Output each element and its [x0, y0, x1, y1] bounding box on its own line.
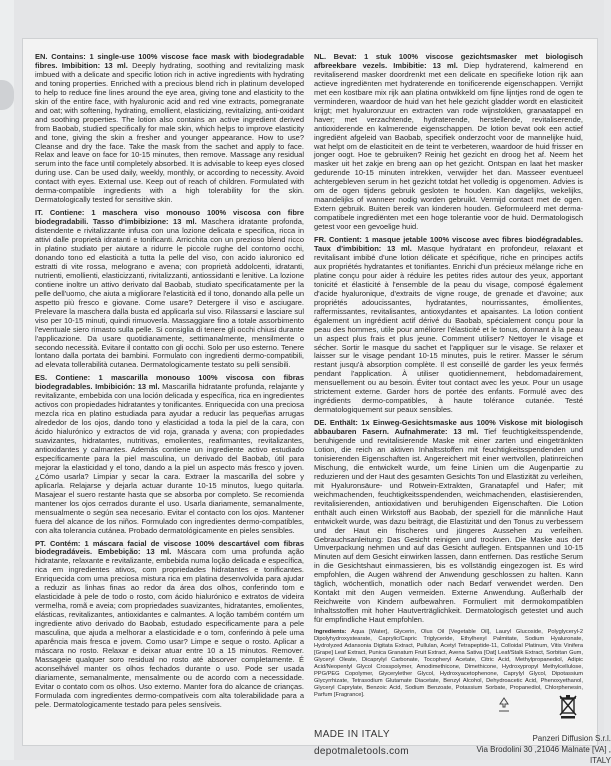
section-heading: ES. Contiene: 1 mascarilla monouso 100% viscosa con fibras biodegradables. Imbibición: 13 ml. [35, 373, 304, 392]
section-heading: DE. Enthält: 1x Einweg-Gesichtsmaske aus 100% Viskose mit biologisch abbaubaren Fasern. Aufnahmerate: 13 ml. [314, 418, 583, 437]
ingredients-list [314, 629, 583, 699]
section-heading: PT. Contém: 1 máscara facial de viscose 100% descartável com fibras biodegradáveis. Embebição: 13 ml. [35, 538, 304, 557]
company-info [471, 733, 611, 766]
section-body: Masque hydratant en profondeur, relaxant et revitalisant imbibé d'une lotion délicate et spécifique, riche en principes actifs aux propriétés hydratantes et tonifiantes. Enrichi d'un précieux mélange riche en platine conçu pour aider à réduire les petites rides autour des yeux, apportant tonicité et élasticité à l'ensemble de la peau du visage, composé également d'acide hyaluronique, d'extraits de vigne rouge, de grenade et d'avoine; aux propriétés adoucissantes, hydratantes, nourrissantes, émollientes, raffermissantes, revitalisantes, antioxydantes et apaisantes. La lotion contient également un ingrédient actif dérivé du Baobab, spécialement conçu pour la peau des hommes, utile pour améliorer l'élasticité et le tonus, donnant à la peau un aspect plus frais et plus jeune. Comment utiliser? Nettoyer le visage et sécher. Sortir le masque du sachet et l'appliquer sur le visage. Se relaxer et laisser sur le visage pendant 10-15 minutes, puis le retirer. Masser le sérum restant jusqu'à absorption complète. Il est conseillé de garder les yeux fermés pendant l'application. À utiliser quotidiennement, hebdomadairement, mensuellement ou au besoin. Éviter tout contact avec les yeux. Pour un usage strictement externe. Garder hors de portée des enfants. Formulé avec des ingrédients dermo-compatibles, à haute tolérance cutanée. Testé dermatologiquement sur peaux sensibles. [314, 244, 583, 415]
ingredients-label: Ingredients: [314, 629, 347, 636]
section-en [35, 53, 304, 205]
made-in-italy: MADE IN ITALY [314, 729, 390, 740]
section-body: Diep hydraterend, kalmerend en revitaliserend masker doordrenkt met een delicate en specifieke lotion rijk aan actieve ingrediënten met hydraterende en tonificerende eigenschappen. Verrijkt met een kostbare mix rijk aan platina ontwikkeld om fijne lijntjes rond de ogen te verminderen, waardoor de huid van het hele gezicht gladder wordt en elasticiteit krijgt; met hyaluronzuur en extracten van rode wijnstokken, granaatappel en haver; met verzachtende, hydraterende, herstellende, revitaliserende, antioxiderende en kalmerende eigenschappen. De lotion bevat ook een actief ingrediënt afgeleid van Baobab, specifiek onderzocht voor de mannelijke huid, wat helpt om de elasticiteit en de teint te verbeteren, waardoor de huid frisser en jonger oogt. Hoe te gebruiken? Reinig het gezicht en droog het af. Neem het masker uit het zakje en breng aan op het gezicht. Ontspan en laat het masker gedurende 10-15 minuten intrekken, verwijder het dan. Masseer eventueel achtergebleven serum in het gezicht totdat het volledig is opgenomen. Advies is om de ogen tijdens gebruik gesloten te houden. Kan dagelijks, wekelijks, maandelijks of wanneer nodig worden gebruikt. Vermijd contact met de ogen. Extern gebruik. Buiten bereik van kinderen houden. Geformuleerd met derma-compatibele ingrediënten met een hoge tolerantie voor de huid. Dermatologisch getest voor een gevoelige huid. [314, 60, 583, 232]
website: depotmaletools.com [314, 746, 409, 757]
section-body: Mascarilla hidratante profunda, relajante y revitalizante, embebida con una loción delicada y específica, rica en ingredientes activos con propiedades hidratantes y tonificantes. Enriquecida con una preciosa mezcla rica en platino estudiada para ayudar a reducir las pequeñas arrugas alrededor de los ojos, dando tono y elasticidad a toda la piel de la cara, con ácido hialurónico y extractos de vid roja, granada y avena; con propiedades suavizantes, hidratantes, nutritivas, emolientes, reafirmantes, revitalizantes, antioxidantes y calmantes. Además contiene un ingrediente activo estudiado específicamente para la piel masculina, un derivado del Baobab, útil para mejorar la elasticidad y el tono, dando a la piel un aspecto más fresco y joven. ¿Cómo usarla? Limpiar y secar la cara. Extraer la mascarilla del sobre y aplicarla. Relajarse y dejarla actuar durante 10-15 minutos, luego quitarla. Masajear el suero restante hasta que se absorba por completo. Se recomienda mantener los ojos cerrados durante el uso. Usarla diariamente, semanalmente, mensualmente o según sea necesario. Evitar el contacto con los ojos. Mantener fuera del alcance de los niños. Formulado con ingredientes dermo-compatibles, con alta tolerancia cutánea. Probado dermatológicamente en pieles sensibles. [35, 382, 304, 535]
ingredients-text: Aqua [Water], Glycerin, Olus Oil [Vegetable Oil], Lauryl Glucoside, Polyglyceryl-2 Dipolyhydroxystearate, Caprylic/Capric Triglyceride, Ethylhexyl Palmitate, Sodium Hyaluronate, Hydrolyzed Adansonia Digitata Extract, Pullulan, Acetyl Tetrapeptide-11, Colloidal Platinum, Vitis Vinifera [Grape] Leaf Extract, Punica Granatum Fruit Extract, Avena Sativa [Oat] Leaf/Stalk Extract, Sorbitan Gum, Glyceryl Oleate, Dicaprylyl Carbonate, Tocopheryl Acetate, Citric Acid, Methylpropanediol, Adipic Acid/Neopentyl Glycol Crosspolymer, Amodimethicone, Dimethicone, Hydroxypropyl Methylcellulose, PPG/PEG Copolymer, Glycerylether Glycol, Hydroxyacetophenone, Caprylyl Glycol, Dipotassium Glycyrrhizate, Tetrasodium Glutamate Diacetate, Benzyl Alcohol, Dehydroacetic Acid, Phenoxyethanol, Glyceryl Caprylate, Benzoic Acid, Sodium Benzoate, Potassium Sorbate, Propanediol, Chlorphenesin, Parfum [Fragrance]. [314, 629, 583, 699]
right-column [314, 53, 583, 699]
section-heading: FR. Contient: 1 masque jetable 100% viscose avec fibres biodégradables. Taux d'imbibition: 13 ml. [314, 235, 583, 254]
section-body: Máscara com uma profunda ação hidratante, relaxante e revitalizante, embebida numa loção delicada e específica, rica em ingredientes ativos, com propriedades hidratantes e tonificantes. Enriquecida com uma preciosa mistura rica em platina desenvolvida para ajudar a reduzir as linhas finas ao redor da área dos olhos, conferindo tom e elasticidade à pele de todo o rosto, com ácido hialurónico e extratos de videira vermelha, romã e aveia; com propriedades suavizantes, hidratantes, emolientes, elásticas, revitalizantes, antioxidantes e calmantes. A loção também contém um ingrediente ativo derivado do Baobab, estudado especificamente para a pele masculina, que ajuda a melhorar a elasticidade e o tom, conferindo à pele uma aparência mais fresca e jovem. Como usar? Limpe e seque o rosto. Aplicar a máscara no rosto. Relaxar e deixar atuar entre 10 a 15 minutos. Remover. Massageie qualquer soro residual no rosto até absorver completamente. É aconselhável manter os olhos fechados durante o uso. Pode ser usada diariamente, semanalmente, mensalmente ou de acordo com a necessidade. Evitar o contato com os olhos. Uso externo. Manter fora do alcance de crianças. Formulada com ingredientes dermo-compatíveis com alta tolerabilidade para a pele. Dermatologicamente testado para peles sensíveis. [35, 547, 304, 709]
section-fr [314, 236, 583, 415]
section-es [35, 374, 304, 535]
company-address: Via Brodolini 30 ,21046 Malnate [VA] , ITALY [476, 745, 611, 765]
section-it [35, 209, 304, 370]
company-name: Panzeri Diffusion S.r.l. [532, 734, 611, 743]
section-de [314, 419, 583, 625]
label-panel [22, 38, 611, 765]
section-body: Maschera idratante profonda, distendente e rivitalizzante infusa con una lozione delicata e specifica, ricca in attivi dalle proprietà idratanti e tonificanti. Arricchita con un prezioso blend ricco in platino studiato per aiutare a ridurre le piccole rughe del contorno occhi, donando tono ed elasticità a tutta la pelle del viso, con acido ialuronico ed estratti di vite rossa, melograno e avena; con proprietà addolcenti, idratanti, nutrienti, emollienti, elasticizzanti, rivitalizzanti, antiossidanti e lenitive. La lozione contiene inoltre un attivo derivato dal Baobab, studiato specificatamente per la pelle dell'uomo, che aiuta a migliorare l'elasticità ed il tono, donando alla pelle un aspetto più fresco e giovane. Come usare? Detergere il viso e asciugare. Prelevare la maschera dalla busta ed applicarla sul viso. Rilassarsi e lasciare sul viso per 10-15 minuti, quindi rimuoverla. Massaggiare fino a totale assorbimento l'eventuale siero rimasto sulla pelle. Si consiglia di tenere gli occhi chiusi durante l'applicazione. Da usare quotidianamente, settimanalmente, mensilmente o secondo necessità. Evitare il contatto con gli occhi. Solo per uso esterno. Tenere lontano dalla portata dei bambini. Formulato con ingredienti dermo-compatibili, ad elevata tollerabilità cutanea. Dermatologicamente testato su pelli sensibili. [35, 217, 304, 370]
recycle-icon [497, 697, 511, 713]
section-nl [314, 53, 583, 232]
section-pt [35, 540, 304, 710]
section-heading: NL. Bevat: 1 stuk 100% viscose gezichtsmasker met biologisch afbreekbare vezels. Imbibitie: 13 ml. [314, 52, 583, 70]
section-body: Deeply hydrating, soothing and revitalizing mask imbued with a delicate and specific lotion rich in active ingredients with hydrating and toning properties. Enriched with a precious blend rich in platinum developed to help to reduce fine lines around the eye area, giving tone and elasticity to the skin of the entire face, with hyaluronic acid and red vine extracts, pomegranate and oat; with softening, hydrating, emollient, elasticizing, revitalizing, anti-oxidant and soothing properties. The lotion also contains an active ingredient derived from Baobab, studied specifically for male skin, which helps to improve elasticity and tone, giving the skin a fresher and younger appearance. How to use? Cleanse and dry the face. Take the mask from the sachet and apply to face. Relax and leave on face for 10-15 minutes, then remove. Massage any residual serum into the face until completely absorbed. It is advisable to keep eyes closed during use. Can be used daily, weekly, monthly, or according to necessity. Avoid contact with eyes. External use. Keep out of reach of children. Formulated with derma-compatible ingredients with a high tolerability for the skin. Dermatologically tested for sensitive skin. [35, 60, 305, 205]
left-column [35, 53, 304, 714]
section-heading: IT. Contiene: 1 maschera viso monouso 100% viscosa con fibre biodegradabili. Tasso d'imbibizione: 13 ml. [35, 208, 304, 227]
section-body: Tief feuchtigkeitsspendende, beruhigende und revitalisierende Maske mit einer zarten und eingetränkten Lotion, die reich an aktiven Inhaltsstoffen mit feuchtigkeitsspendenden und tonisierenden Eigenschaften ist. Angereichert mit einer wertvollen, platinreichen Mischung, die entwickelt wurde, um feine Linien um die Augenpartie zu reduzieren und der Haut des gesamten Gesichts Ton und Elastizität zu verleihen, mit Hyaluronsäure- und Rotwein-Extrakten, Granatapfel und Hafer; mit weichmachenden, feuchtigkeitsspendenden, weichmachenden, elastisierenden, revitalisierenden, antioxidativen und beruhigenden Eigenschaften. Die Lotion enthält auch einen Wirkstoff aus Baobab, der speziell für die männliche Haut entwickelt wurde, was dazu beiträgt, die Elastizität und den Tonus zu verbessern und der Haut ein frischeres und jüngeres Aussehen zu verleihen. Gebrauchsanleitung: Das Gesicht reinigen und trocknen. Die Maske aus der Umverpackung nehmen und auf das Gesicht auflegen. Entspannen und 10-15 Minuten auf dem Gesicht einwirken lassen, dann entfernen. Das restliche Serum in die Gesichtshaut einmassieren, bis es vollständig eingezogen ist. Es wird empfohlen, die Augen während der Anwendung geschlossen zu halten. Kann täglich, wöchentlich, monatlich oder nach Bedarf verwendet werden. Den Kontakt mit den Augen vermeiden. Externe Anwendung. Außerhalb der Reichweite von Kindern aufbewahren. Formuliert mit dermokompatiblen Inhaltsstoffen mit hoher Hautverträglichkeit. Dermatologisch getestet und auch für empfindliche Haut empfohlen. [314, 427, 583, 625]
left-edge [0, 0, 14, 760]
section-heading: EN. Contains: 1 single-use 100% viscose face mask with biodegradable fibres. Imbibition: 13 ml. [35, 52, 304, 70]
crossed-bin-icon [559, 693, 577, 719]
